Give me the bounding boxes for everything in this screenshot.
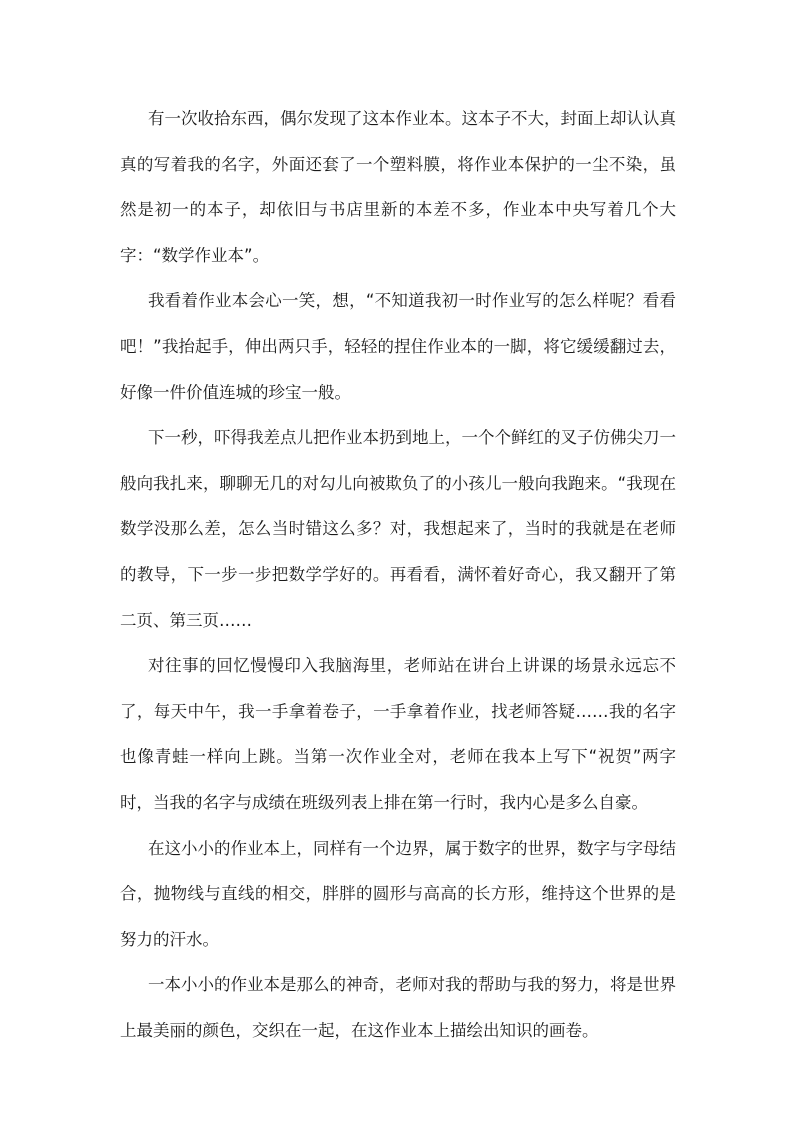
document-body bbox=[120, 96, 676, 1053]
paragraph-4: 对往事的回忆慢慢印入我脑海里，老师站在讲台上讲课的场景永远忘不了，每天中午，我一手拿着卷子，一手拿着作业，找老师答疑……我的名字也像青蛙一样向上跳。当第一次作业全对，老师在我本上写下“祝贺”两字时，当我的名字与成绩在班级列表上排在第一行时，我内心是多么自豪。 bbox=[120, 656, 676, 812]
paragraph-3: 下一秒，吓得我差点儿把作业本扔到地上，一个个鲜红的叉子仿佛尖刀一般向我扎来，聊聊无几的对勾儿向被欺负了的小孩儿一般向我跑来。“我现在数学没那么差，怎么当时错这么多？对，我想起来了，当时的我就是在老师的教导，下一步一步把数学学好的。再看看，满怀着好奇心，我又翻开了第二页、第三页…… bbox=[120, 428, 676, 630]
paragraph-5: 在这小小的作业本上，同样有一个边界，属于数字的世界，数字与字母结合，抛物线与直线的相交，胖胖的圆形与高高的长方形，维持这个世界的是努力的汗水。 bbox=[120, 838, 676, 949]
paragraph-6: 一本小小的作业本是那么的神奇，老师对我的帮助与我的努力，将是世界上最美丽的颜色，交织在一起，在这作业本上描绘出知识的画卷。 bbox=[120, 975, 676, 1040]
paragraph-1: 有一次收拾东西，偶尔发现了这本作业本。这本子不大，封面上却认认真真的写着我的名字，外面还套了一个塑料膜，将作业本保护的一尘不染，虽然是初一的本子，却依旧与书店里新的本差不多，作业本中央写着几个大字：“数学作业本”。 bbox=[120, 109, 676, 265]
paragraph-2: 我看着作业本会心一笑，想，“不知道我初一时作业写的怎么样呢？看看吧！”我抬起手，伸出两只手，轻轻的捏住作业本的一脚，将它缓缓翻过去，好像一件价值连城的珍宝一般。 bbox=[120, 291, 676, 402]
